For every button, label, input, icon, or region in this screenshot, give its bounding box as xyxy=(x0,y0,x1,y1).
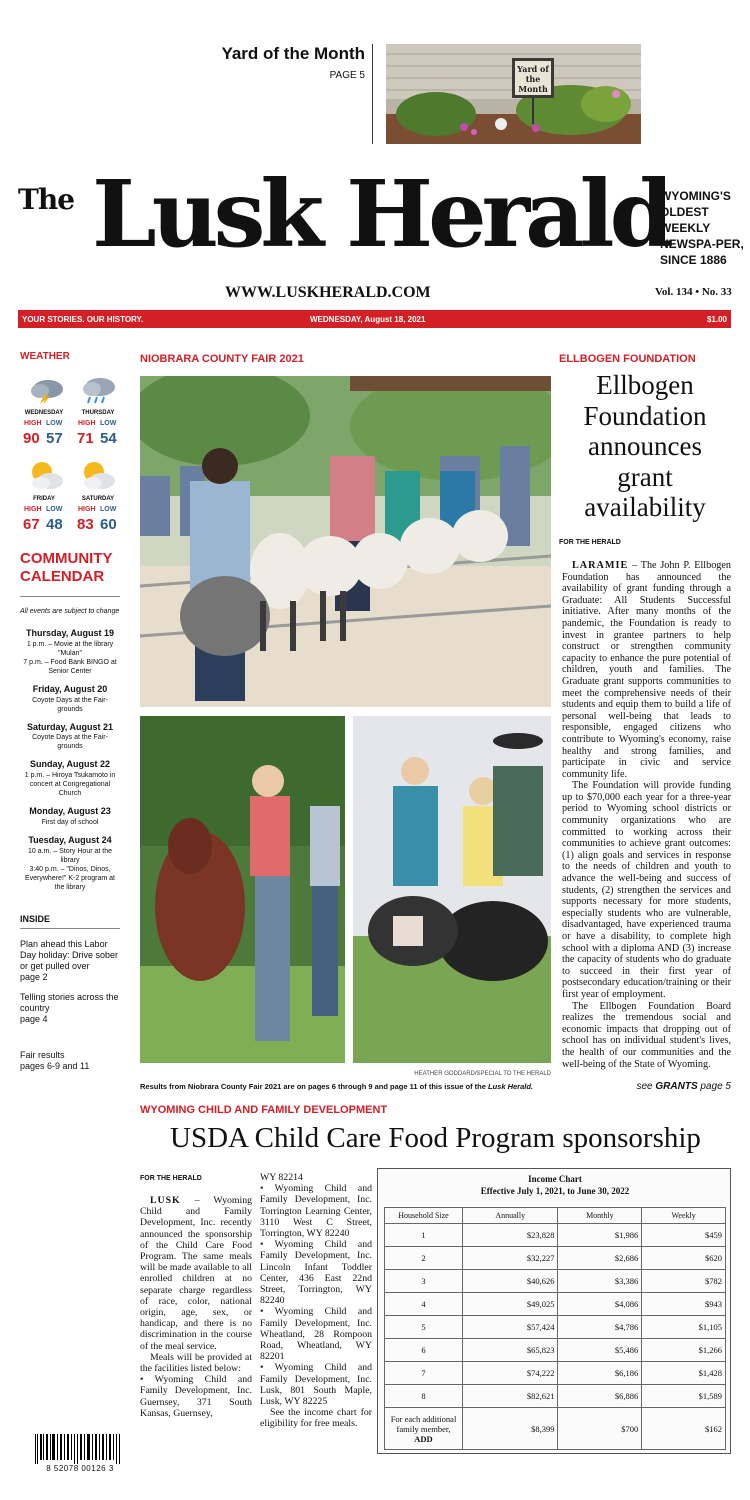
inside-item[interactable] xyxy=(20,992,120,1025)
annual-income: $23,828 xyxy=(463,1224,558,1247)
additional-member-label xyxy=(385,1408,463,1450)
low-temp: 57 xyxy=(46,430,63,447)
table-header: Household Size xyxy=(385,1208,463,1224)
table-row xyxy=(385,1408,726,1450)
volume-number: Vol. 134 • No. 33 xyxy=(655,286,732,298)
yard-sign-text: Yard of the Month xyxy=(517,64,549,94)
fair-section-label: NIOBRARA COUNTY FAIR 2021 xyxy=(140,353,304,365)
usda-article-col2 xyxy=(260,1172,372,1430)
usda-section-label: WYOMING CHILD AND FAMILY DEVELOPMENT xyxy=(140,1104,388,1116)
rain-icon xyxy=(78,375,118,405)
inside-heading: INSIDE xyxy=(20,914,51,924)
banner-slogan: YOUR STORIES. OUR HISTORY. xyxy=(22,315,144,324)
calendar-event: 10 a.m. – Story Hour at the library xyxy=(27,848,113,864)
high-label: HIGH xyxy=(78,420,96,427)
monthly-income: $1,986 xyxy=(558,1224,642,1247)
masthead-the: The xyxy=(18,183,75,216)
low-label: LOW xyxy=(100,506,117,513)
calendar-note: All events are subject to change xyxy=(20,608,120,615)
usda-headline[interactable]: USDA Child Care Food Program sponsorship xyxy=(170,1122,701,1154)
annual-income: $82,621 xyxy=(463,1385,558,1408)
usda-paragraph: See the income chart for eligibility for free meals. xyxy=(260,1407,372,1430)
high-temp: 71 xyxy=(77,430,94,447)
ellbogen-headline[interactable]: Ellbogen Foundation announces grant availability xyxy=(583,370,707,522)
storm-icon xyxy=(26,375,66,405)
annual-income: $32,227 xyxy=(463,1247,558,1270)
weather-heading: WEATHER xyxy=(20,351,70,362)
ellbogen-article-body xyxy=(562,560,731,1070)
high-label: HIGH xyxy=(24,420,42,427)
monthly-income: $2,686 xyxy=(558,1247,642,1270)
high-temp: 90 xyxy=(23,430,40,447)
household-size: 2 xyxy=(385,1247,463,1270)
teaser-divider xyxy=(372,44,373,144)
household-size: 3 xyxy=(385,1270,463,1293)
ellbogen-paragraph: The Foundation will provide funding up to $70,000 each year for a three-year period to Wyoming school districts or community organizations who are committed to working across their communities to achieve grant outcomes: (1) align goals and services in response to the needs of children and youth to advance the well-being and success of students, (2) strengthen the services and supports necessary for more students, especially students who are vulnerable, disadvantaged, have experienced trauma or have a disability, to complete high school with a diploma AND (3) increase the capacity of students who do graduate to succeed in their first year of postsecondary education/training or their first year of employment. xyxy=(562,780,731,1000)
ellbogen-paragraph: – The John P. Ellbogen Foundation has announced the availability of grant funding through a Graduate: All Students Successful initiative. After many months of the pandemic, the Foundation is ready to invest in grantee partners to help construct or strengthen community capacity to enhance the pure potential of children, youth and families. The Graduate grant supports communities to meet the comprehensive needs of their students and equip them to build a life of personal well-being that leads to responsible, engaged citizens who contribute to Wyoming's economy, raise healthy and strong families, and participate in civic and service community life. xyxy=(562,560,731,780)
calendar-day: Monday, August 23 xyxy=(29,806,111,816)
calendar-event: 3:40 p.m. – "Dinos, Dinos, Everywhere!" K-2 program at the library xyxy=(24,866,116,891)
ellbogen-byline: FOR THE HERALD xyxy=(559,539,621,546)
jump-page: page 5 xyxy=(697,1081,731,1092)
income-chart xyxy=(377,1168,731,1454)
weather-day-name: SATURDAY xyxy=(81,496,115,502)
income-chart-subtitle: Effective July 1, 2021, to June 30, 2022 xyxy=(480,1186,630,1196)
high-label: HIGH xyxy=(78,506,96,513)
calendar-day: Saturday, August 21 xyxy=(26,722,114,732)
monthly-income: $4,086 xyxy=(558,1293,642,1316)
monthly-income: $6,186 xyxy=(558,1362,642,1385)
jump-word: GRANTS xyxy=(655,1081,698,1092)
masthead-title: Lusk Herald xyxy=(92,160,669,268)
calendar-day: Sunday, August 22 xyxy=(29,759,110,769)
inside-item[interactable] xyxy=(20,1050,120,1072)
low-label: LOW xyxy=(100,420,117,427)
weekly-income: $620 xyxy=(642,1247,726,1270)
photo-credit: HEATHER GODDARD/SPECIAL TO THE HERALD xyxy=(414,1071,551,1077)
usda-article-col1 xyxy=(140,1195,252,1419)
table-row xyxy=(385,1224,726,1247)
weekly-income: $782 xyxy=(642,1270,726,1293)
inside-item-text: Fair results xyxy=(20,1050,65,1060)
calendar-event: 1 p.m. – Movie at the library "Mulan" xyxy=(26,641,114,657)
low-temp: 54 xyxy=(100,430,117,447)
usda-paragraph: • Wyoming Child and Family Development, Inc. Lincoln Infant Toddler Center, 436 East 22nd Street, Torrington, WY 82240 xyxy=(260,1239,372,1307)
inside-item-page: page 2 xyxy=(20,972,48,982)
weather-day-name: FRIDAY xyxy=(33,496,55,502)
partly-sunny-icon xyxy=(78,459,118,491)
calendar-event: First day of school xyxy=(41,819,99,826)
low-temp: 48 xyxy=(46,516,63,533)
table-row xyxy=(385,1270,726,1293)
masthead-tagline: WYOMING'S OLDEST WEEKLY NEWSPA-PER, SINCE 1886 xyxy=(660,189,744,267)
ellbogen-paragraph: The Ellbogen Foundation Board realizes the tremendous social and economic impacts that dropping out of school has on individual student's lives, the health of our communities and the well-being of the State of Wyoming. xyxy=(562,1000,731,1070)
weekly-income: $162 xyxy=(642,1408,726,1450)
calendar-divider xyxy=(20,596,120,597)
monthly-income: $4,786 xyxy=(558,1316,642,1339)
calendar-heading: COMMUNITY CALENDAR xyxy=(20,550,113,585)
partly-sunny-icon xyxy=(26,459,66,491)
table-row xyxy=(385,1293,726,1316)
household-size: 1 xyxy=(385,1224,463,1247)
inside-item-page: page 4 xyxy=(20,1014,48,1024)
usda-paragraph: • Wyoming Child and Family Development, Inc. Torrington Learning Center, 3110 West C Street, Torrington, WY 82240 xyxy=(260,1183,372,1240)
annual-income: $49,025 xyxy=(463,1293,558,1316)
annual-income: $8,399 xyxy=(463,1408,558,1450)
inside-item[interactable] xyxy=(20,939,120,983)
calendar-day: Thursday, August 19 xyxy=(25,628,114,638)
fair-caption-paper: Lusk Herald. xyxy=(488,1082,534,1091)
monthly-income: $3,386 xyxy=(558,1270,642,1293)
income-chart-title: Income Chart xyxy=(528,1174,582,1184)
additional-member-text: For each additional family member, xyxy=(390,1413,457,1434)
annual-income: $74,222 xyxy=(463,1362,558,1385)
table-header: Weekly xyxy=(642,1208,726,1224)
weekly-income: $943 xyxy=(642,1293,726,1316)
high-label: HIGH xyxy=(24,506,42,513)
monthly-income: $6,886 xyxy=(558,1385,642,1408)
usda-paragraph: WY 82214 xyxy=(260,1172,303,1183)
calendar-event: Coyote Days at the Fair-grounds xyxy=(32,734,108,750)
calendar-event: 7 p.m. – Food Bank BINGO at Senior Center xyxy=(23,659,117,675)
usda-paragraph: • Wyoming Child and Family Development, Inc. Guernsey, 371 South Kansas, Guernsey, xyxy=(140,1374,252,1419)
table-row xyxy=(385,1247,726,1270)
high-temp: 67 xyxy=(23,516,40,533)
fair-caption xyxy=(140,1082,551,1091)
weekly-income: $1,589 xyxy=(642,1385,726,1408)
low-label: LOW xyxy=(46,506,63,513)
annual-income: $40,626 xyxy=(463,1270,558,1293)
barcode xyxy=(33,1434,125,1464)
usda-paragraph: – Wyoming Child and Family Development, Inc. recently announced the sponsorship of the Child Care Food Program. The same meals will be made available to all enrolled children at no separate charge regardless of race, color, national origin, age, sex, or handicap, and there is no discrimination in the course of the meal service. xyxy=(140,1195,252,1352)
weather-day-name: THURSDAY xyxy=(81,410,115,416)
usda-paragraph: Meals will be provided at the facilities listed below: xyxy=(140,1351,252,1375)
weekly-income: $1,266 xyxy=(642,1339,726,1362)
fair-steer-photo xyxy=(140,716,345,1063)
weekly-income: $1,105 xyxy=(642,1316,726,1339)
high-temp: 83 xyxy=(77,516,94,533)
table-row xyxy=(385,1316,726,1339)
inside-item-text: Plan ahead this Labor Day holiday: Drive sober or get pulled over xyxy=(20,939,119,971)
weekly-income: $459 xyxy=(642,1224,726,1247)
monthly-income: $700 xyxy=(558,1408,642,1450)
date-banner xyxy=(18,310,731,328)
teaser-title[interactable]: Yard of the Month xyxy=(221,44,365,63)
fair-sheep-photo xyxy=(140,376,551,707)
usda-paragraph: • Wyoming Child and Family Development, Inc. Lusk, 801 South Maple, Lusk, WY 82225 xyxy=(260,1362,372,1408)
household-size: 4 xyxy=(385,1293,463,1316)
usda-paragraph: • Wyoming Child and Family Development, Inc. Wheatland, 28 Rompoon Road, Wheatland, WY 82201 xyxy=(260,1306,372,1363)
table-row xyxy=(385,1339,726,1362)
calendar-day: Friday, August 20 xyxy=(32,684,108,694)
add-label: ADD xyxy=(414,1433,433,1444)
inside-item-text: Telling stories across the country xyxy=(20,992,119,1013)
calendar-event: Coyote Days at the Fair-grounds xyxy=(32,697,108,713)
household-size: 5 xyxy=(385,1316,463,1339)
ellbogen-dateline: LARAMIE xyxy=(572,560,629,571)
household-size: 8 xyxy=(385,1385,463,1408)
yard-photo xyxy=(386,44,641,144)
barcode-icon xyxy=(33,1434,125,1464)
grants-jump-link[interactable] xyxy=(559,1081,731,1092)
monthly-income: $5,486 xyxy=(558,1339,642,1362)
annual-income: $65,823 xyxy=(463,1339,558,1362)
table-row xyxy=(385,1385,726,1408)
inside-item-page: pages 6-9 and 11 xyxy=(20,1061,90,1071)
table-header: Annually xyxy=(463,1208,558,1224)
fair-hog-photo xyxy=(353,716,551,1063)
usda-byline: FOR THE HERALD xyxy=(140,1175,202,1182)
teaser-page: PAGE 5 xyxy=(329,70,365,81)
weekly-income: $1,428 xyxy=(642,1362,726,1385)
inside-divider xyxy=(20,928,120,929)
calendar-event: 1 p.m. – Hiroya Tsukamoto in concert at Congregational Church xyxy=(24,772,116,797)
barcode-digits: 8 52078 00126 3 xyxy=(46,1464,114,1473)
weather-day-name: WEDNESDAY xyxy=(24,410,64,416)
website-link[interactable]: WWW.LUSKHERALD.COM xyxy=(225,284,431,301)
ellbogen-section-label: ELLBOGEN FOUNDATION xyxy=(559,353,696,365)
banner-price: $1.00 xyxy=(706,315,727,324)
fair-caption-text: Results from Niobrara County Fair 2021 are on pages 6 through 9 and page 11 of this issue of the xyxy=(140,1082,488,1091)
low-label: LOW xyxy=(46,420,63,427)
banner-date: WEDNESDAY, August 18, 2021 xyxy=(310,315,426,324)
low-temp: 60 xyxy=(100,516,117,533)
income-table xyxy=(384,1207,726,1450)
usda-dateline: LUSK xyxy=(150,1195,181,1206)
calendar-day: Tuesday, August 24 xyxy=(28,835,112,845)
table-header: Monthly xyxy=(558,1208,642,1224)
household-size: 6 xyxy=(385,1339,463,1362)
household-size: 7 xyxy=(385,1362,463,1385)
table-row xyxy=(385,1362,726,1385)
annual-income: $57,424 xyxy=(463,1316,558,1339)
jump-prefix: see xyxy=(636,1081,656,1092)
